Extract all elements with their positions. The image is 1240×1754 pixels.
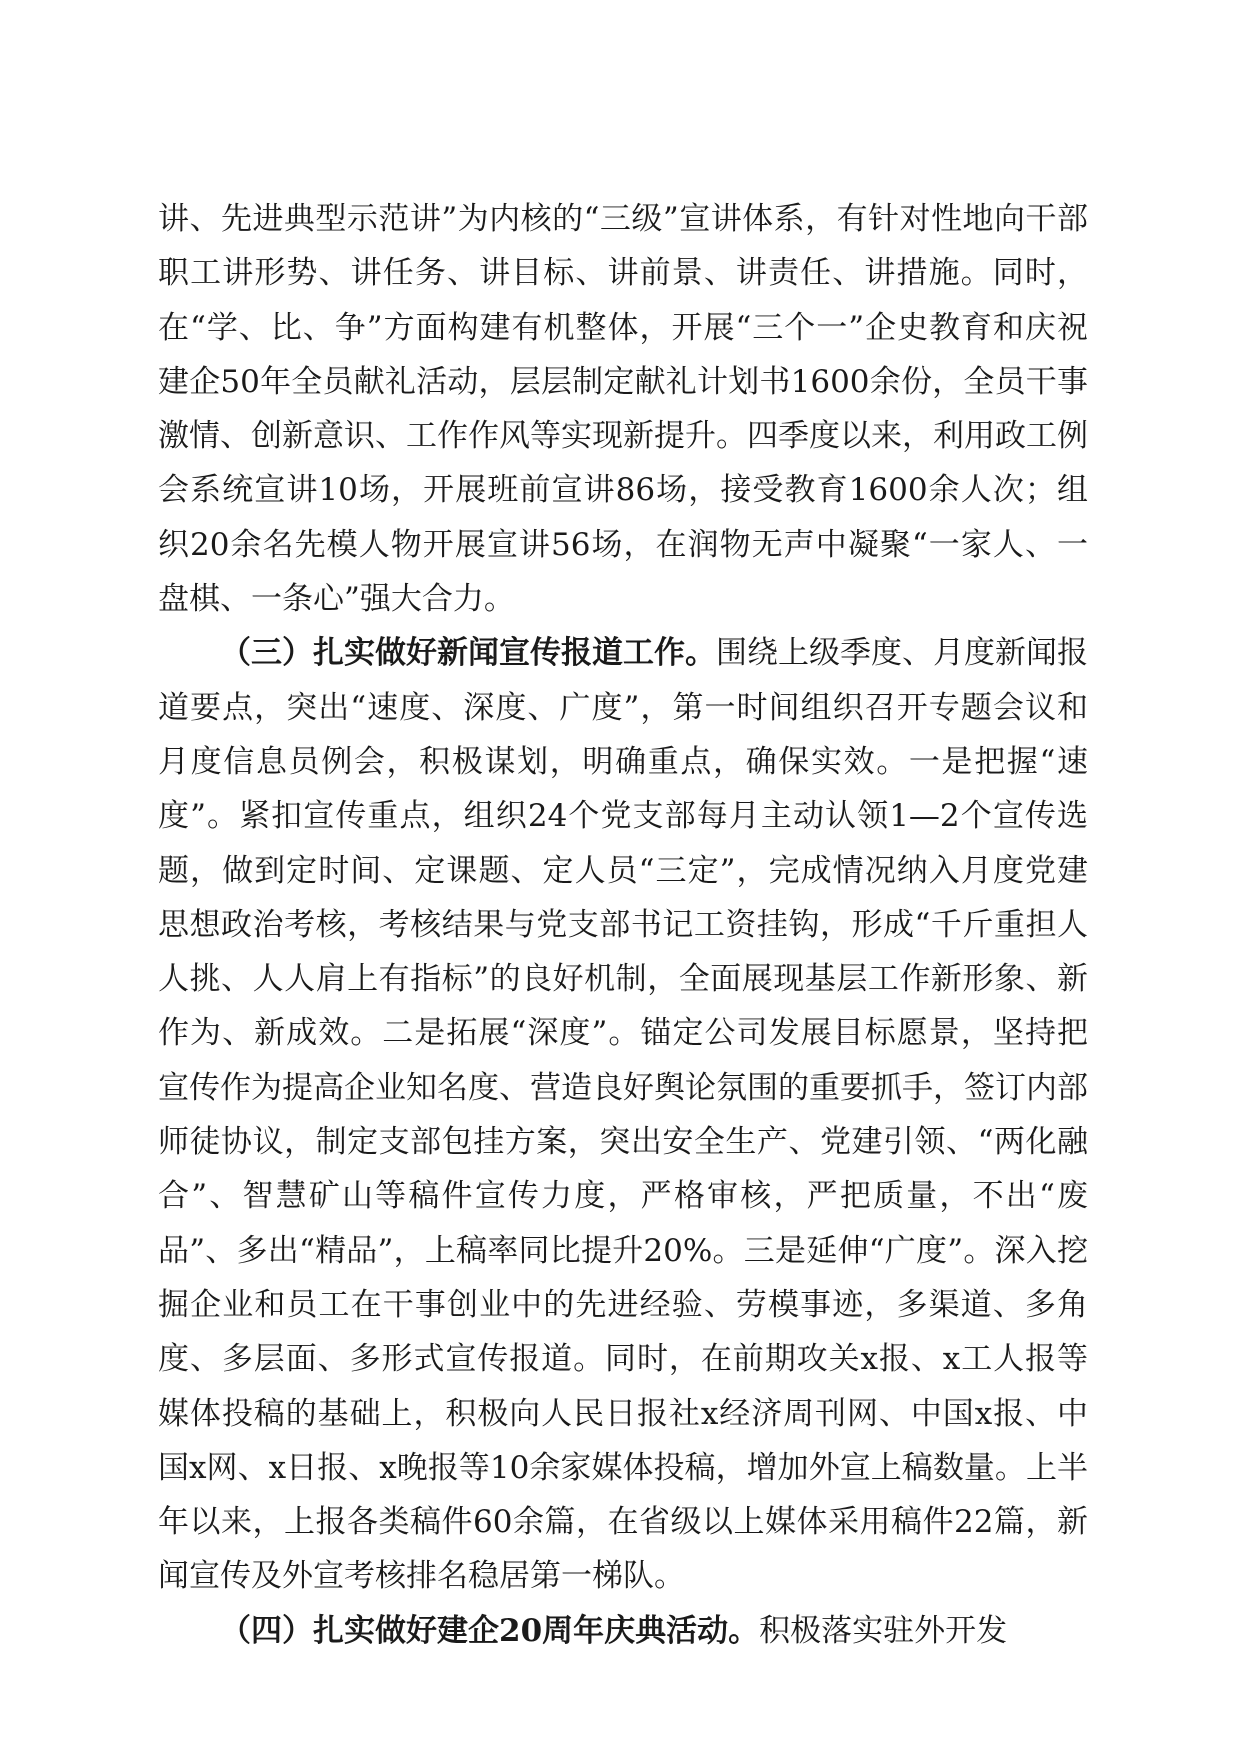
paragraph-3-body: 积极落实驻外开发 [759,1612,1008,1649]
paragraph-news-reporting [158,626,1088,1603]
paragraph-2-heading: （三）扎实做好新闻宣传报道工作。 [220,635,716,672]
paragraph-1-body: 讲、先进典型示范讲”为内核的“三级”宣讲体系，有针对性地向干部职工讲形势、讲任务、讲目标、讲前景、讲责任、讲措施。同时，在“学、比、争”方面构建有机整体，开展“三个一”企史教育和庆祝建企50年全员献礼活动，层层制定献礼计划书1600余份，全员干事激情、创新意识、工作作风等实现新提升。四季度以来，利用政工例会系统宣讲10场，开展班前宣讲86场，接受教育1600余人次；组织20余名先模人物开展宣讲56场，在润物无声中凝聚“一家人、一盘棋、一条心”强大合力。 [158,201,1088,618]
paragraph-2-body: 围绕上级季度、月度新闻报道要点，突出“速度、深度、广度”，第一时间组织召开专题会议和月度信息员例会，积极谋划，明确重点，确保实效。一是把握“速度”。紧扣宣传重点，组织24个党支部每月主动认领1—2个宣传选题，做到定时间、定课题、定人员“三定”，完成情况纳入月度党建思想政治考核，考核结果与党支部书记工资挂钩，形成“千斤重担人人挑、人人肩上有指标”的良好机制，全面展现基层工作新形象、新作为、新成效。二是拓展“深度”。锚定公司发展目标愿景，坚持把宣传作为提高企业知名度、营造良好舆论氛围的重要抓手，签订内部师徒协议，制定支部包挂方案，突出安全生产、党建引领、“两化融合”、智慧矿山等稿件宣传力度，严格审核，严把质量，不出“废品”、多出“精品”，上稿率同比提升20%。三是延伸“广度”。深入挖掘企业和员工在干事创业中的先进经验、劳模事迹，多渠道、多角度、多层面、多形式宣传报道。同时，在前期攻关x报、x工人报等媒体投稿的基础上，积极向人民日报社x经济周刊网、中国x报、中国x网、x日报、x晚报等10余家媒体投稿，增加外宣上稿数量。上半年以来，上报各类稿件60余篇，在省级以上媒体采用稿件22篇，新闻宣传及外宣考核排名稳居第一梯队。 [158,635,1088,1595]
document-body [158,192,1088,1658]
paragraph-anniversary [158,1604,1088,1658]
paragraph-3-heading: （四）扎实做好建企20周年庆典活动。 [220,1612,760,1649]
paragraph-continuation [158,192,1088,626]
